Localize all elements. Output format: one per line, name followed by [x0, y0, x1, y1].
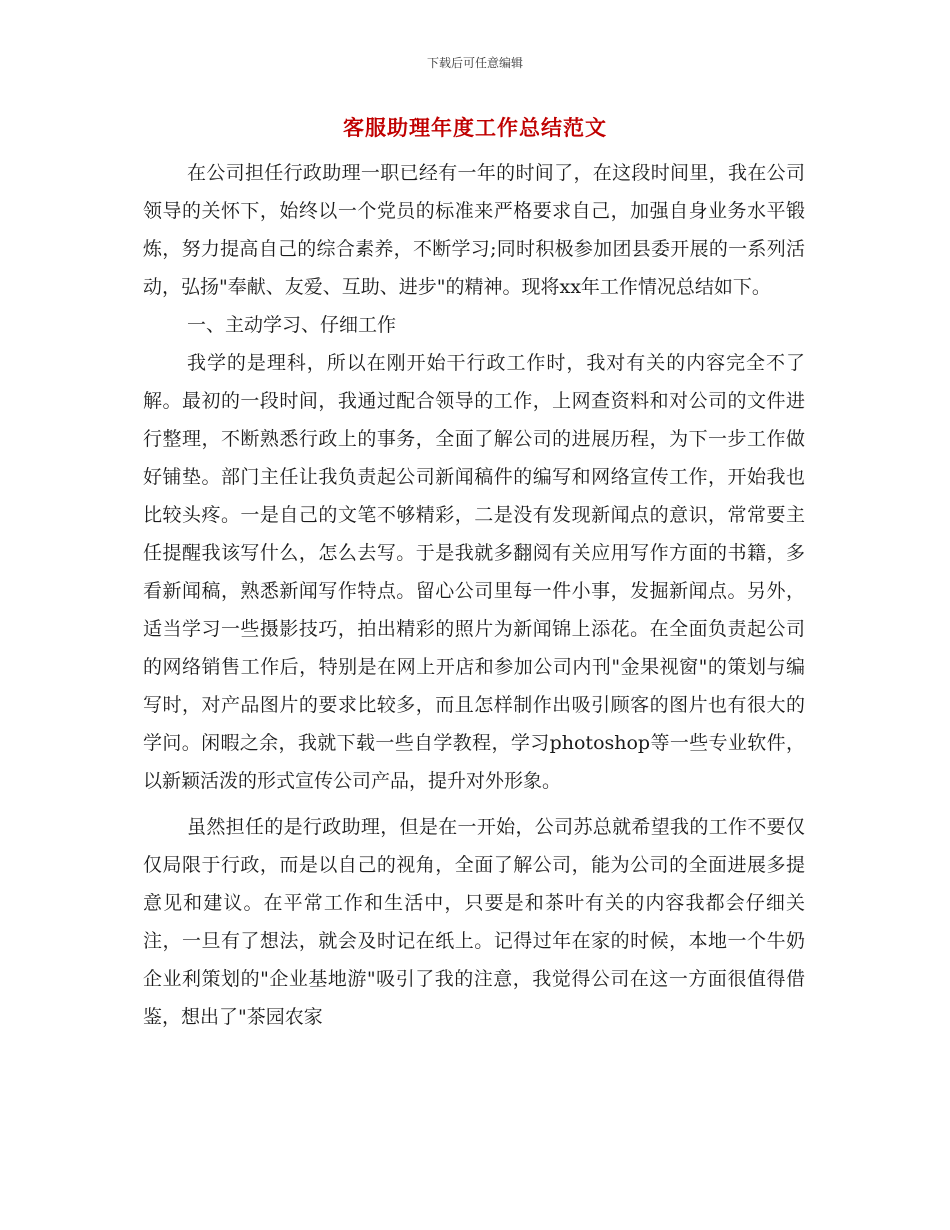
document-body: [143, 154, 805, 1036]
section-heading-1: 一、主动学习、仔细工作: [187, 314, 397, 336]
document-title: 客服助理年度工作总结范文: [343, 115, 607, 140]
header-note: 下载后可任意编辑: [426, 56, 523, 70]
paragraph-role: 虽然担任的是行政助理，但是在一开始，公司苏总就希望我的工作不要仅仅局限于行政，而是以自己的视角，全面了解公司，能为公司的全面进展多提意见和建议。在平常工作和生活中，只要是和茶叶有关的内容我都会仔细关注，一旦有了想法，就会及时记在纸上。记得过年在家的时候，本地一个牛奶企业利策划的"企业基地游"吸引了我的注意，我觉得公司在这一方面很值得借鉴，想出了"茶园农家: [143, 816, 805, 1028]
paragraph-study: 我学的是理科，所以在刚开始干行政工作时，我对有关的内容完全不了解。最初的一段时间，我通过配合领导的工作，上网查资料和对公司的文件进行整理，不断熟悉行政上的事务，全面了解公司的进展历程，为下一步工作做好铺垫。部门主任让我负责起公司新闻稿件的编写和网络宣传工作，开始我也比较头疼。一是自己的文笔不够精彩，二是没有发现新闻点的意识，常常要主任提醒我该写什么，怎么去写。于是我就多翻阅有关应用写作方面的书籍，多看新闻稿，熟悉新闻写作特点。留心公司里每一件小事，发掘新闻点。另外，适当学习一些摄影技巧，拍出精彩的照片为新闻锦上添花。在全面负责起公司的网络销售工作后，特别是在网上开店和参加公司内刊"金果视窗"的策划与编写时，对产品图片的要求比较多，而且怎样制作出吸引顾客的图片也有很大的学问。闲暇之余，我就下载一些自学教程，学习photoshop等一些专业软件，以新颖活泼的形式宣传公司产品，提升对外形象。: [143, 352, 805, 792]
paragraph-intro: 在公司担任行政助理一职已经有一年的时间了，在这段时间里，我在公司领导的关怀下，始终以一个党员的标准来严格要求自己，加强自身业务水平锻炼，努力提高自己的综合素养，不断学习;同时积极参加团县委开展的一系列活动，弘扬"奉献、友爱、互助、进步"的精神。现将xx年工作情况总结如下。: [143, 162, 805, 298]
